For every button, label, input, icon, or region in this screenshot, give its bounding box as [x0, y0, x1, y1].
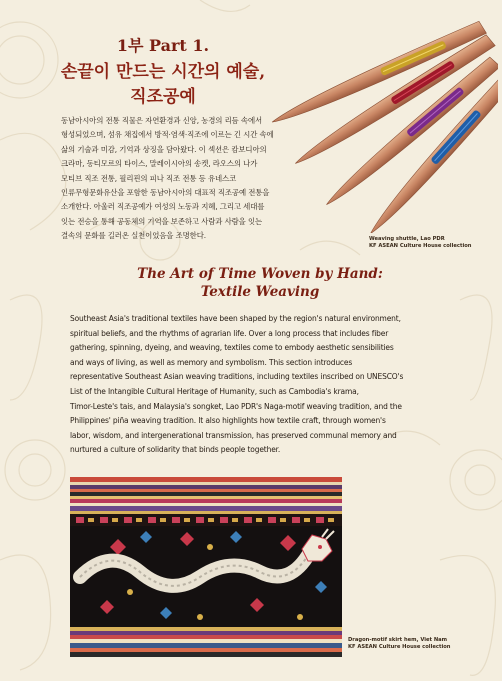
- english-body-line: Southeast Asia's traditional textiles have been shaped by the region's natural environment,: [70, 314, 401, 323]
- korean-title-line: 직조공예: [130, 87, 196, 107]
- english-body: [70, 312, 435, 458]
- korean-body-line: 잇는 전승을 통해 공동체의 기억을 보존하고 사람과 사람을 잇는: [61, 216, 263, 226]
- english-title-line: Textile Weaving: [200, 284, 320, 300]
- english-body-line: Timor-Leste's tais, and Malaysia's songket, Lao PDR's Naga-motif weaving tradition, and the: [70, 401, 402, 411]
- korean-body-line: 모티브 직조 전통, 필리핀의 피나 직조 전통 등 유네스코: [61, 173, 237, 183]
- english-body-line: Philippines' piña weaving tradition. It also highlights how textile craft, through women's: [70, 416, 386, 426]
- english-title: [110, 265, 410, 301]
- korean-body-line: 동남아시아의 전통 직물은 자연환경과 신앙, 농경의 리듬 속에서: [61, 116, 263, 125]
- english-body-line: representative Southeast Asian weaving traditions, including textiles inscribed on UNESCO's: [70, 372, 404, 382]
- korean-body: [61, 114, 291, 244]
- korean-title: [48, 60, 278, 110]
- english-body-line: gathering, spinning, dyeing, and weaving, textiles come to embody aesthetic sensibilities: [70, 343, 394, 353]
- caption-line: KF ASEAN Culture House collection: [348, 644, 451, 650]
- korean-title-line: 손끝이 만드는 시간의 예술,: [60, 62, 266, 82]
- caption-line: Weaving shuttle, Lao PDR: [369, 236, 445, 242]
- korean-body-line: 인류무형문화유산을 포함한 동남아시아의 대표적 직조공예 전통을: [61, 188, 270, 198]
- textile-caption: [348, 637, 498, 651]
- korean-body-line: 형성되었으며, 섬유 채집에서 방적·염색·직조에 이르는 긴 시간 속에: [61, 130, 274, 140]
- part-label: 1부 Part 1.: [116, 36, 210, 55]
- korean-body-line: 삶의 기술과 미감, 기억과 상징을 담아왔다. 이 섹션은 캄보디아의: [61, 144, 267, 154]
- english-body-line: spiritual beliefs, and the rhythms of agrarian life. Over a long process that includes fiber: [70, 328, 389, 338]
- english-body-line: and ways of living, as well as memory and symbolism. This section introduces: [70, 357, 353, 367]
- caption-line: KF ASEAN Culture House collection: [369, 243, 472, 249]
- korean-body-line: 결속의 문화를 길러온 실천이었음을 조명한다.: [61, 231, 206, 241]
- english-body-line: List of the Intangible Cultural Heritage of Humanity, such as Cambodia's krama,: [70, 386, 359, 396]
- english-body-line: nurtured a culture of solidarity that binds people together.: [70, 445, 281, 455]
- english-title-line: The Art of Time Woven by Hand:: [137, 266, 383, 282]
- english-body-line: labor, wisdom, and intergenerational transmission, has preserved communal memory and: [70, 430, 397, 440]
- shuttle-caption: [369, 236, 499, 250]
- dragon-motif-textile-photo-icon: [70, 477, 342, 657]
- korean-body-line: 크라마, 동티모르의 타이스, 말레이시아의 송켓, 라오스의 나가: [61, 159, 258, 169]
- caption-line: Dragon-motif skirt hem, Viet Nam: [348, 637, 448, 643]
- weaving-shuttle-photo-icon: [268, 15, 498, 233]
- korean-body-line: 소개한다. 아울러 직조공예가 여성의 노동과 지혜, 그리고 세대를: [61, 202, 265, 212]
